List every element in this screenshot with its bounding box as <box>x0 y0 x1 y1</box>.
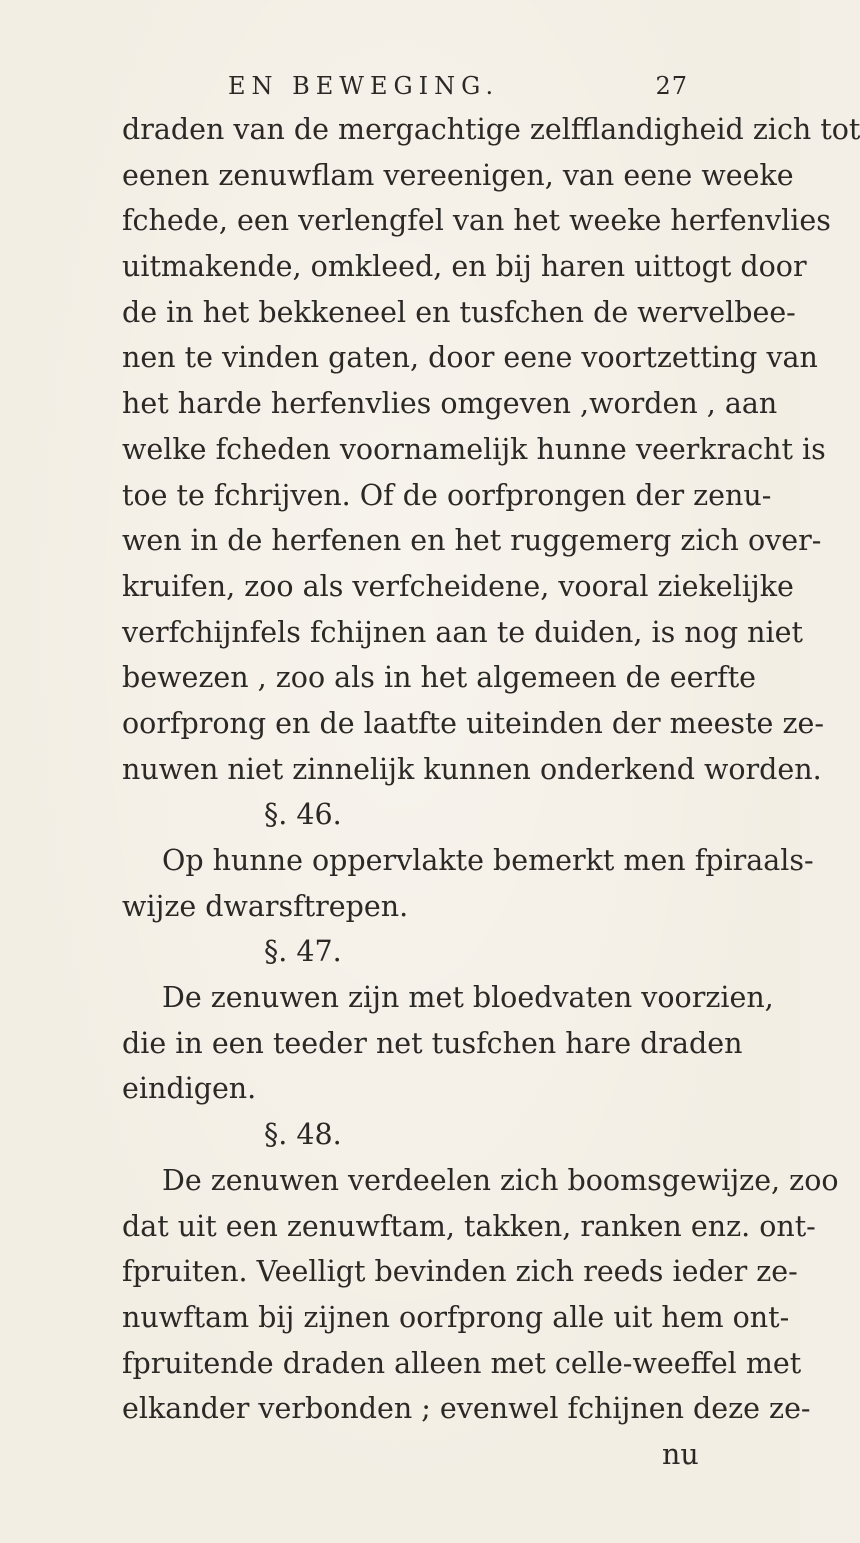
section-heading-48: §. 48. <box>264 1118 342 1152</box>
text-line: het harde herfenvlies omgeven ,worden , aan <box>122 387 778 421</box>
paragraph-start-line: De zenuwen verdeelen zich boomsgewijze, zoo <box>162 1163 839 1197</box>
text-line: verfchijnfels fchijnen aan te duiden, is nog niet <box>122 615 803 649</box>
paragraph-end-line: eindigen. <box>122 1072 257 1106</box>
text-line: die in een teeder net tusfchen hare draden <box>122 1026 743 1060</box>
paragraph-start-line: Op hunne oppervlakte bemerkt men fpiraals- <box>162 844 814 877</box>
text-line: fpruiten. Veelligt bevinden zich reeds ieder ze- <box>122 1255 798 1289</box>
text-line: welke fcheden voornamelijk hunne veerkracht is <box>122 432 826 466</box>
paragraph-start-line: De zenuwen zijn met bloedvaten voorzien, <box>162 981 774 1015</box>
body-text <box>122 107 860 1478</box>
section-heading-47: §. 47. <box>264 935 342 969</box>
text-line: toe te fchrijven. Of de oorfprongen der zenu- <box>122 478 772 512</box>
text-line: eenen zenuwflam vereenigen, van eene weeke <box>122 158 794 192</box>
text-line: de in het bekkeneel en tusfchen de wervelbee- <box>122 295 796 329</box>
text-line: nen te vinden gaten, door eene voortzetting van <box>122 341 818 375</box>
running-title: EN BEWEGING. <box>228 72 500 100</box>
text-line: uitmakende, omkleed, en bij haren uittogt door <box>122 250 807 284</box>
text-line: fchede, een verlengfel van het weeke herfenvlies <box>122 204 831 238</box>
text-line: dat uit een zenuwftam, takken, ranken enz. ont- <box>122 1209 816 1243</box>
text-line: kruifen, zoo als verfcheidene, vooral ziekelijke <box>122 569 794 603</box>
text-line: bewezen , zoo als in het algemeen de eerfte <box>122 661 757 695</box>
text-line: wen in de herfenen en het ruggemerg zich over- <box>122 524 822 558</box>
section-heading-46: §. 46. <box>264 798 342 832</box>
text-line: draden van de mergachtige zelfflandigheid zich tot <box>122 113 860 146</box>
text-line: oorfprong en de laatfte uiteinden der meeste ze- <box>122 706 824 740</box>
text-line: elkander verbonden ; evenwel fchijnen deze ze- <box>122 1392 811 1426</box>
page-header <box>228 72 688 112</box>
text-line: nuwftam bij zijnen oorfprong alle uit hem ont- <box>122 1300 790 1334</box>
paragraph-end-line: wijze dwarsftrepen. <box>122 889 409 923</box>
catchword: nu <box>662 1437 699 1471</box>
paragraph-end-line: nuwen niet zinnelijk kunnen onderkend worden. <box>122 752 822 786</box>
page-number: 27 <box>655 72 688 100</box>
text-line: fpruitende draden alleen met celle-weeffel met <box>122 1346 802 1380</box>
